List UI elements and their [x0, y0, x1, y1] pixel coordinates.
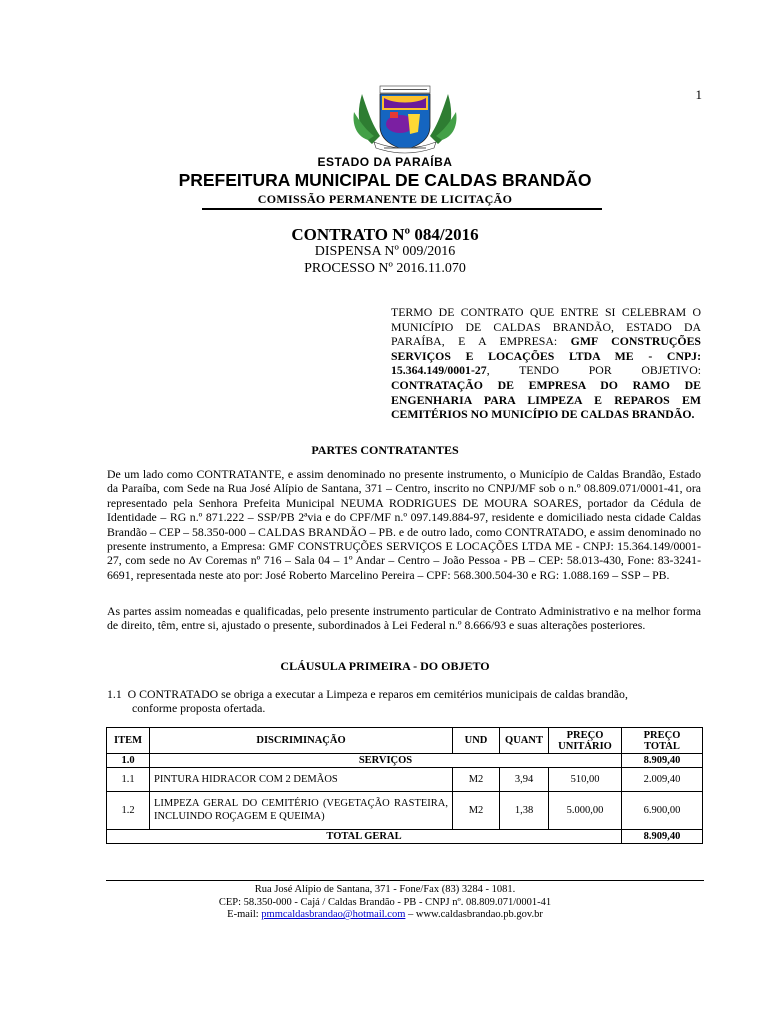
commission-name: COMISSÃO PERMANENTE DE LICITAÇÃO: [257, 192, 513, 206]
row-description: PINTURA HIDRACOR COM 2 DEMÃOS: [150, 768, 453, 792]
row-item: 1.1: [107, 768, 150, 792]
clause-item-text-line1: O CONTRATADO se obriga a executar a Limpeza e reparos em cemitérios municipais de caldas brandão,: [127, 687, 628, 701]
term-text-2: , TENDO POR OBJETIVO:: [486, 363, 701, 378]
clause-item-text-line2: conforme proposta ofertada.: [132, 701, 266, 716]
table-row: [107, 792, 703, 830]
parties-paragraph-2: As partes assim nomeadas e qualificadas, pelo presente instrumento particular de Contrato Administrativo e na melhor forma de direito, têm, entre si, ajustado o presente, subordinados à Lei Federal n.º 8.666/93 e suas alterações posteriores.: [107, 604, 701, 633]
row-unit-price: 510,00: [549, 768, 622, 792]
group-label: SERVIÇOS: [150, 754, 622, 768]
footer-contact: [0, 909, 770, 922]
col-total-price: PREÇO TOTAL: [622, 728, 703, 754]
row-unit: M2: [453, 768, 500, 792]
row-total: 6.900,00: [622, 792, 703, 830]
term-company: GMF CONSTRUÇÕES SERVIÇOS E LOCAÇÕES LTDA ME - CNPJ: 15.364.149/0001-27: [391, 334, 701, 378]
contract-term-summary: [391, 305, 701, 422]
parties-title: PARTES CONTRATANTES: [311, 443, 459, 457]
col-unit-price: PREÇO UNITÁRIO: [549, 728, 622, 754]
grand-total-label: TOTAL GERAL: [107, 830, 622, 844]
table-header-row: [107, 728, 703, 754]
dispensa-number: DISPENSA Nº 009/2016: [314, 244, 456, 259]
row-unit-price: 5.000,00: [549, 792, 622, 830]
page-footer: [0, 884, 770, 922]
clause-one-title: CLÁUSULA PRIMEIRA - DO OBJETO: [280, 659, 490, 673]
clause-item-1-1: [107, 687, 701, 716]
contract-title: CONTRATO Nº 084/2016: [291, 225, 479, 244]
municipal-coat-of-arms-icon: [350, 84, 460, 154]
parties-paragraph-1: De um lado como CONTRATANTE, e assim denominado no presente instrumento, o Município de Caldas Brandão, Estado da Paraíba, com Sede na Rua José Alípio de Santana, 371 – Centro, inscrito no CNPJ/MF sob o n.º 08.809.071/0001-41, ora representado pela Senhora Prefeita Municipal NEUMA RODRIGUES DE MOURA SOARES, portador da Cédula de Identidade – RG n.º 871.222 – SSP/PB 2ªvia e do CPF/MF n.º 097.149.884-97, residente e domiciliado nesta cidade Caldas Brandão – CEP – 58.350-000 – CALDAS BRANDÃO – PB. e de outro lado, como CONTRATADO, e assim denominado no presente instrumento, a Empresa: GMF CONSTRUÇÕES SERVIÇOS E LOCAÇÕES LTDA ME - CNPJ: 15.364.149/0001-27, com sede no Av Coremas nº 716 – Sala 04 – 1º Andar – Centro – João Pessoa - PB – CEP: 58.013-430, Fone: 83-3241-6691, representada neste ato por: José Roberto Marcelino Pereira – CPF: 568.300.504-30 e RG: 1.088.169 – SSP – PB.: [107, 467, 701, 582]
col-unit: UND: [453, 728, 500, 754]
table-row: [107, 768, 703, 792]
prefecture-name: PREFEITURA MUNICIPAL DE CALDAS BRANDÃO: [178, 170, 592, 190]
page-number: 1: [695, 87, 702, 102]
row-unit: M2: [453, 792, 500, 830]
col-quantity: QUANT: [500, 728, 549, 754]
header-divider: [202, 208, 602, 210]
processo-number: PROCESSO Nº 2016.11.070: [304, 261, 466, 276]
col-item: ITEM: [107, 728, 150, 754]
footer-email-link[interactable]: pmmcaldasbrandao@hotmail.com: [261, 909, 406, 920]
footer-email-label: E-mail:: [227, 909, 262, 920]
term-text-1: TERMO DE CONTRATO QUE ENTRE SI CELEBRAM O MUNICÍPIO DE CALDAS BRANDÃO, ESTADO DA PARAÍBA, E A EMPRESA:: [391, 305, 701, 349]
table-group-row: [107, 754, 703, 768]
group-item: 1.0: [107, 754, 150, 768]
footer-website: www.caldasbrandao.pb.gov.br: [415, 909, 543, 920]
row-quantity: 3,94: [500, 768, 549, 792]
row-total: 2.009,40: [622, 768, 703, 792]
footer-cep: CEP: 58.350-000 - Cajá / Caldas Brandão - PB - CNPJ nº. 08.809.071/0001-41: [218, 896, 552, 908]
row-quantity: 1,38: [500, 792, 549, 830]
term-objective: CONTRATAÇÃO DE EMPRESA DO RAMO DE ENGENHARIA PARA LIMPEZA E REPAROS EM CEMITÉRIOS NO MUNICÍPIO DE CALDAS BRANDÃO.: [391, 377, 701, 422]
col-description: DISCRIMINAÇÃO: [150, 728, 453, 754]
footer-address: Rua José Alípio de Santana, 371 - Fone/Fax (83) 3284 - 1081.: [254, 884, 516, 895]
footer-divider: [106, 880, 704, 881]
row-item: 1.2: [107, 792, 150, 830]
row-description: LIMPEZA GERAL DO CEMITÉRIO (VEGETAÇÃO RASTEIRA, INCLUINDO ROÇAGEM E QUEIMA): [150, 792, 453, 830]
items-table: [106, 727, 703, 844]
grand-total-value: 8.909,40: [622, 830, 703, 844]
group-total: 8.909,40: [622, 754, 703, 768]
footer-separator: –: [405, 909, 416, 920]
clause-item-number: 1.1: [107, 687, 122, 701]
table-total-row: [107, 830, 703, 844]
state-name: ESTADO DA PARAÍBA: [317, 155, 453, 169]
